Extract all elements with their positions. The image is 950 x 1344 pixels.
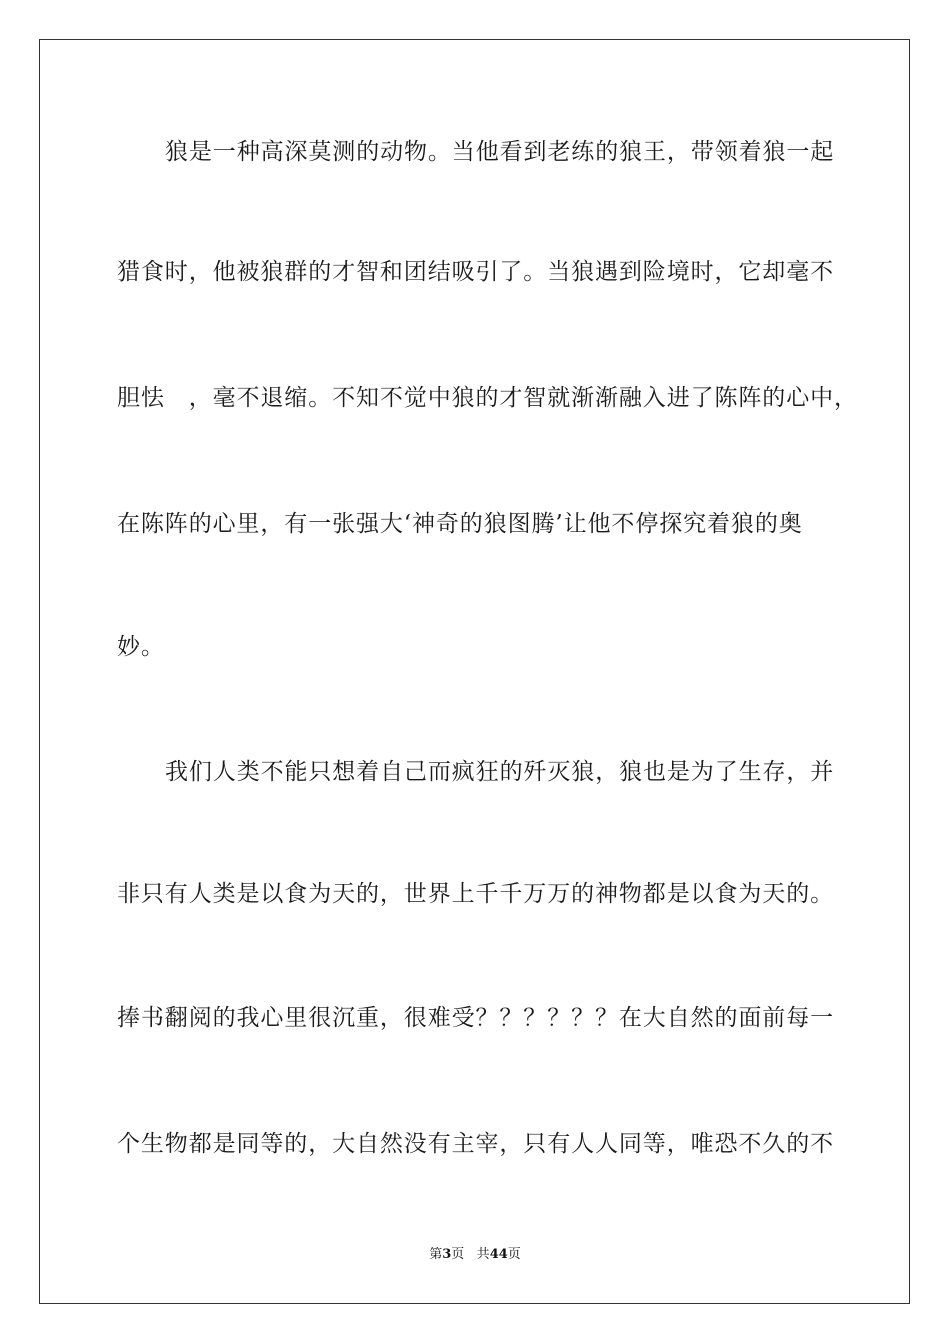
footer-page-suffix: 页 [451, 1247, 465, 1262]
paragraph-1-line-5: 妙。 [117, 634, 165, 660]
page-footer [0, 1246, 950, 1264]
paragraph-2-line-1: 我们人类不能只想着自己而疯狂的歼灭狼，狼也是为了生存，并 [165, 759, 835, 785]
page-border [39, 39, 910, 1304]
paragraph-1-line-2: 猎食时，他被狼群的才智和团结吸引了。当狼遇到险境时，它却毫不 [117, 259, 834, 285]
paragraph-2-line-2: 非只有人类是以食为天的，世界上千千万万的神物都是以食为天的。 [117, 881, 834, 907]
paragraph-2-line-4: 个生物都是同等的，大自然没有主宰，只有人人同等，唯恐不久的不 [117, 1131, 834, 1157]
paragraph-1-line-3: 胆怯 ，毫不退缩。不知不觉中狼的才智就渐渐融入进了陈阵的心中， [117, 385, 858, 411]
footer-total-pages: 44 [489, 1247, 508, 1262]
footer-page-prefix: 第 [429, 1247, 443, 1262]
footer-page-number: 3 [442, 1247, 452, 1262]
paragraph-2-line-3: 捧书翻阅的我心里很沉重，很难受？？？？？？在大自然的面前每一 [117, 1005, 834, 1031]
footer-total-suffix: 页 [507, 1247, 521, 1262]
footer-total-prefix: 共 [476, 1247, 490, 1262]
paragraph-1-line-1: 狼是一种高深莫测的动物。当他看到老练的狼王，带领着狼一起 [165, 139, 835, 165]
paragraph-1-line-4: 在陈阵的心里，有一张强大‘神奇的狼图腾’让他不停探究着狼的奥 [117, 511, 803, 537]
